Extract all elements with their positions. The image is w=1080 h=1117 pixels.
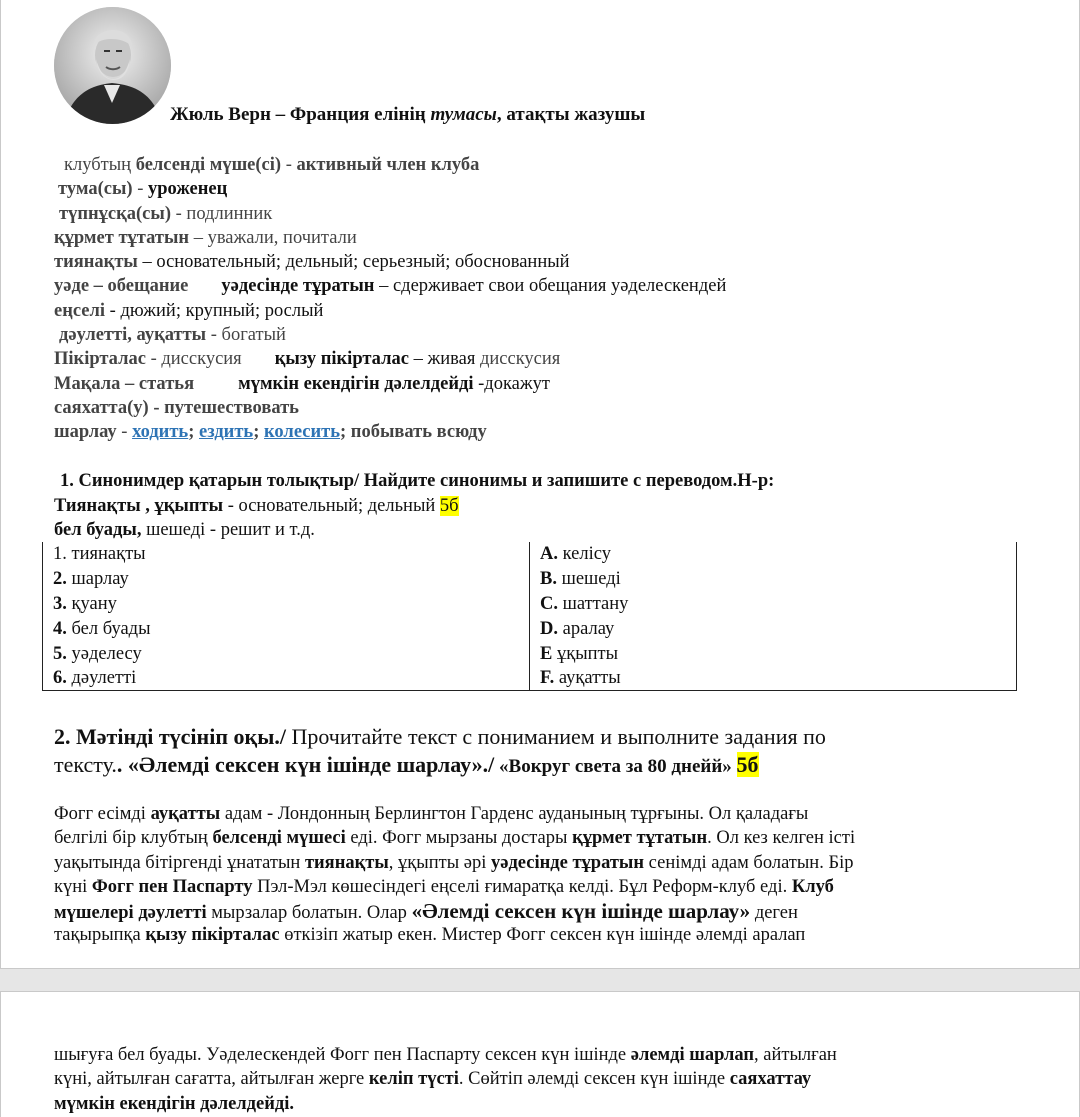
vocab-row — [54, 372, 726, 396]
vocab-term: Пікірталас — [54, 349, 146, 370]
item-letter: F. — [540, 668, 555, 689]
text: күні — [54, 876, 92, 897]
vocab-translation: – основательный; дельный; серьезный; обоснованный — [137, 252, 570, 273]
text: белгілі бір клубтың — [54, 828, 213, 849]
vocab-term: дәулетті, ауқатты — [59, 325, 207, 346]
vocab-text: ; — [188, 422, 200, 443]
link-kolesit[interactable]: колесить — [264, 422, 340, 443]
text: уақытында бітіргенді ұнататын — [54, 852, 305, 873]
key-term: құрмет тұтатын — [572, 828, 708, 849]
item-number: 3. — [53, 593, 67, 614]
task-2-number: 2. Мәтінді түсініп оқы./ — [54, 724, 286, 749]
item-word: уәделесу — [66, 643, 142, 664]
item-word: шарлау — [66, 569, 129, 590]
item-number: 2. — [53, 569, 67, 590]
vocabulary-list — [54, 153, 726, 445]
vocab-translation: - путешествовать — [148, 397, 299, 418]
vocab-row — [54, 347, 726, 371]
vocab-translation: дисскусия — [479, 349, 561, 370]
item-word: шешеді — [556, 569, 621, 590]
item-word: келісу — [558, 544, 611, 565]
vocab-term: түпнұсқа(сы) — [59, 203, 172, 224]
text: сенімді адам болатын. Бір — [644, 852, 854, 873]
vocab-translation: - богатый — [206, 325, 286, 346]
paragraph-line — [54, 1092, 1054, 1116]
portrait-icon — [54, 7, 171, 124]
item-number: 4. — [53, 618, 67, 639]
text: . Сөйтіп әлемді сексен күн ішінде — [458, 1069, 730, 1090]
vocab-term: тиянақты — [54, 252, 138, 273]
key-term: уәдесінде тұратын — [490, 852, 645, 873]
text: шығуға бел буады. Уәделескендей Фогг пен Паспарту сексен күн ішінде — [54, 1045, 631, 1065]
vocab-translation: – сдерживает свои обещания уәделескендей — [374, 276, 727, 297]
vocab-row — [54, 177, 726, 201]
key-term: қызу пікірталас — [145, 925, 280, 946]
vocab-term: белсенді мүше(сі) — [135, 155, 282, 175]
vocab-text: - — [116, 422, 133, 443]
title-part-3: , атақты жазушы — [496, 104, 646, 125]
vocab-row — [54, 420, 726, 444]
table-row — [43, 666, 1017, 691]
left-cell — [43, 666, 530, 691]
item-letter: E — [540, 643, 553, 664]
right-cell — [530, 567, 1017, 592]
task-2 — [54, 723, 826, 781]
paragraph-line — [54, 1067, 1054, 1091]
item-word: шаттану — [558, 593, 629, 614]
item-word: қуану — [66, 593, 117, 614]
example-term: бел буады, — [54, 520, 142, 540]
key-term: Фогг пен Паспарту — [91, 876, 253, 897]
item-number: 1. — [53, 544, 67, 565]
left-cell — [43, 567, 530, 592]
key-term: белсенді мүшесі — [212, 828, 346, 849]
item-number: 6. — [53, 668, 67, 689]
item-word: тиянақты — [66, 544, 146, 565]
item-letter: B. — [540, 569, 557, 590]
vocab-text: – живая — [408, 349, 480, 370]
vocab-row — [54, 202, 726, 226]
link-hodit[interactable]: ходить — [132, 422, 189, 443]
paragraph-line — [54, 923, 1054, 947]
left-cell — [43, 542, 530, 567]
task-2-title-ru: «Вокруг света за 80 днейй» — [494, 756, 737, 777]
vocab-row — [54, 323, 726, 347]
text: . Ол кез келген істі — [707, 828, 856, 849]
vocab-text: - — [132, 179, 148, 200]
right-cell — [530, 542, 1017, 567]
example-term: Тиянақты , ұқыпты — [54, 495, 224, 516]
paragraph-line — [54, 802, 1054, 826]
paragraph-line — [54, 1043, 1054, 1067]
vocab-term: саяхатта(у) — [54, 397, 149, 418]
item-letter: C. — [540, 593, 558, 614]
vocab-translation: - подлинник — [171, 203, 273, 224]
text: Фогг есімді — [54, 804, 151, 824]
item-letter: A. — [540, 544, 558, 565]
vocab-row — [54, 153, 726, 177]
table-row — [43, 542, 1017, 567]
text: адам - Лондонның Берлингтон Гарденс ауданының тұрғыны. Ол қаладағы — [220, 804, 809, 824]
text: еді. Фогг мырзаны достары — [345, 828, 573, 849]
vocab-term: Мақала – статья — [54, 373, 195, 394]
task-2-line-1 — [54, 723, 826, 751]
text: деген — [750, 903, 798, 924]
text: , ұқыпты әрі — [388, 852, 491, 873]
task-1-example-2 — [54, 518, 774, 543]
paragraph-line — [54, 899, 1054, 923]
score-badge: 5б — [736, 752, 759, 777]
table-row — [43, 567, 1017, 592]
document-page-2 — [0, 991, 1080, 1117]
item-word: бел буады — [66, 618, 151, 639]
example-text: - основательный; дельный — [223, 495, 440, 516]
paragraph-line — [54, 851, 1054, 875]
vocab-term: тума(сы) — [58, 179, 133, 200]
matching-table — [42, 542, 1017, 691]
left-cell — [43, 592, 530, 617]
task-2-instruction: Прочитайте текст с пониманием и выполните задания по — [285, 724, 826, 749]
right-cell — [530, 666, 1017, 691]
table-row — [43, 616, 1017, 641]
task-1 — [54, 469, 774, 543]
vocab-translation: – уважали, почитали — [189, 227, 357, 248]
text: мырзалар болатын. Олар — [206, 903, 412, 924]
text: тақырыпқа — [54, 925, 146, 946]
item-word: дәулетті — [66, 668, 137, 689]
item-word: ауқатты — [554, 668, 621, 689]
key-term: Клуб — [791, 876, 834, 897]
title-part-2: тумасы — [430, 104, 497, 125]
example-text: шешеді - решит и т.д. — [141, 520, 315, 540]
task-2-title-kz: . «Әлемді сексен күн ішінде шарлау»./ — [116, 752, 495, 777]
key-term: мүшелері дәулетті — [54, 903, 207, 924]
key-term: мүмкін екендігін дәлелдейді. — [54, 1093, 295, 1114]
key-term: «Әлемді сексен күн ішінде шарлау» — [411, 899, 751, 924]
task-1-example-1 — [54, 494, 774, 519]
key-term: келіп түсті — [368, 1069, 459, 1090]
vocab-text: клубтың — [64, 155, 136, 175]
key-term: ауқатты — [150, 804, 221, 824]
score-badge: 5б — [439, 495, 459, 516]
item-word: аралау — [558, 618, 615, 639]
vocab-translation: уроженец — [147, 179, 228, 200]
title-part-1: Жюль Верн – Франция елінің — [170, 104, 431, 125]
vocab-term: қызу пікірталас — [274, 349, 409, 370]
item-word: ұқыпты — [552, 643, 619, 664]
page-title — [170, 104, 645, 126]
item-letter: D. — [540, 618, 558, 639]
vocab-row — [54, 274, 726, 298]
text: Пэл-Мэл көшесіндегі еңселі ғимаратқа келді. Бұл Реформ-клуб еді. — [252, 876, 792, 897]
vocab-text: ; — [253, 422, 265, 443]
task-1-heading: 1. Синонимдер қатарын толықтыр/ Найдите синонимы и запишите с переводом.Н-р: — [60, 471, 775, 491]
key-term: әлемді шарлап — [630, 1045, 755, 1065]
table-row — [43, 592, 1017, 617]
paragraph-line — [54, 826, 1054, 850]
task-2-line-2 — [54, 751, 826, 781]
text: күні, айтылған сағатта, айтылған жерге — [54, 1069, 369, 1090]
vocab-term: уәдесінде тұратын — [221, 276, 375, 297]
text: , айтылған — [754, 1045, 837, 1065]
left-cell — [43, 616, 530, 641]
left-cell — [43, 641, 530, 666]
text: өткізіп жатыр екен. Мистер Фогг сексен күн ішінде әлемді аралап — [279, 925, 806, 946]
vocab-translation: ; побывать всюду — [340, 422, 487, 443]
paragraph-line — [54, 875, 1054, 899]
jules-verne-portrait — [54, 7, 171, 124]
table-row — [43, 641, 1017, 666]
key-term: тиянақты — [304, 852, 389, 873]
vocab-translation: -докажут — [473, 373, 550, 394]
vocab-row — [54, 250, 726, 274]
vocab-row — [54, 396, 726, 420]
vocab-term: құрмет тұтатын — [54, 227, 190, 248]
vocab-term: шарлау — [54, 422, 117, 443]
item-number: 5. — [53, 643, 67, 664]
task-2-instruction: тексту. — [54, 752, 117, 777]
vocab-translation: активный член клуба — [296, 155, 480, 175]
vocab-term: еңселі — [54, 300, 106, 321]
vocab-row — [54, 299, 726, 323]
right-cell — [530, 592, 1017, 617]
vocab-text: - — [281, 155, 297, 175]
reading-paragraph — [54, 802, 1054, 948]
right-cell — [530, 641, 1017, 666]
key-term: саяхаттау — [729, 1069, 812, 1090]
reading-paragraph-continued — [54, 1043, 1054, 1116]
right-cell — [530, 616, 1017, 641]
vocab-term: уәде – обещание — [54, 276, 189, 297]
vocab-row — [54, 226, 726, 250]
vocab-term: мүмкін екендігін дәлелдейді — [238, 373, 474, 394]
vocab-translation: - дюжий; крупный; рослый — [105, 300, 324, 321]
vocab-translation: - дисскусия — [145, 349, 242, 370]
link-ezdit[interactable]: ездить — [199, 422, 254, 443]
